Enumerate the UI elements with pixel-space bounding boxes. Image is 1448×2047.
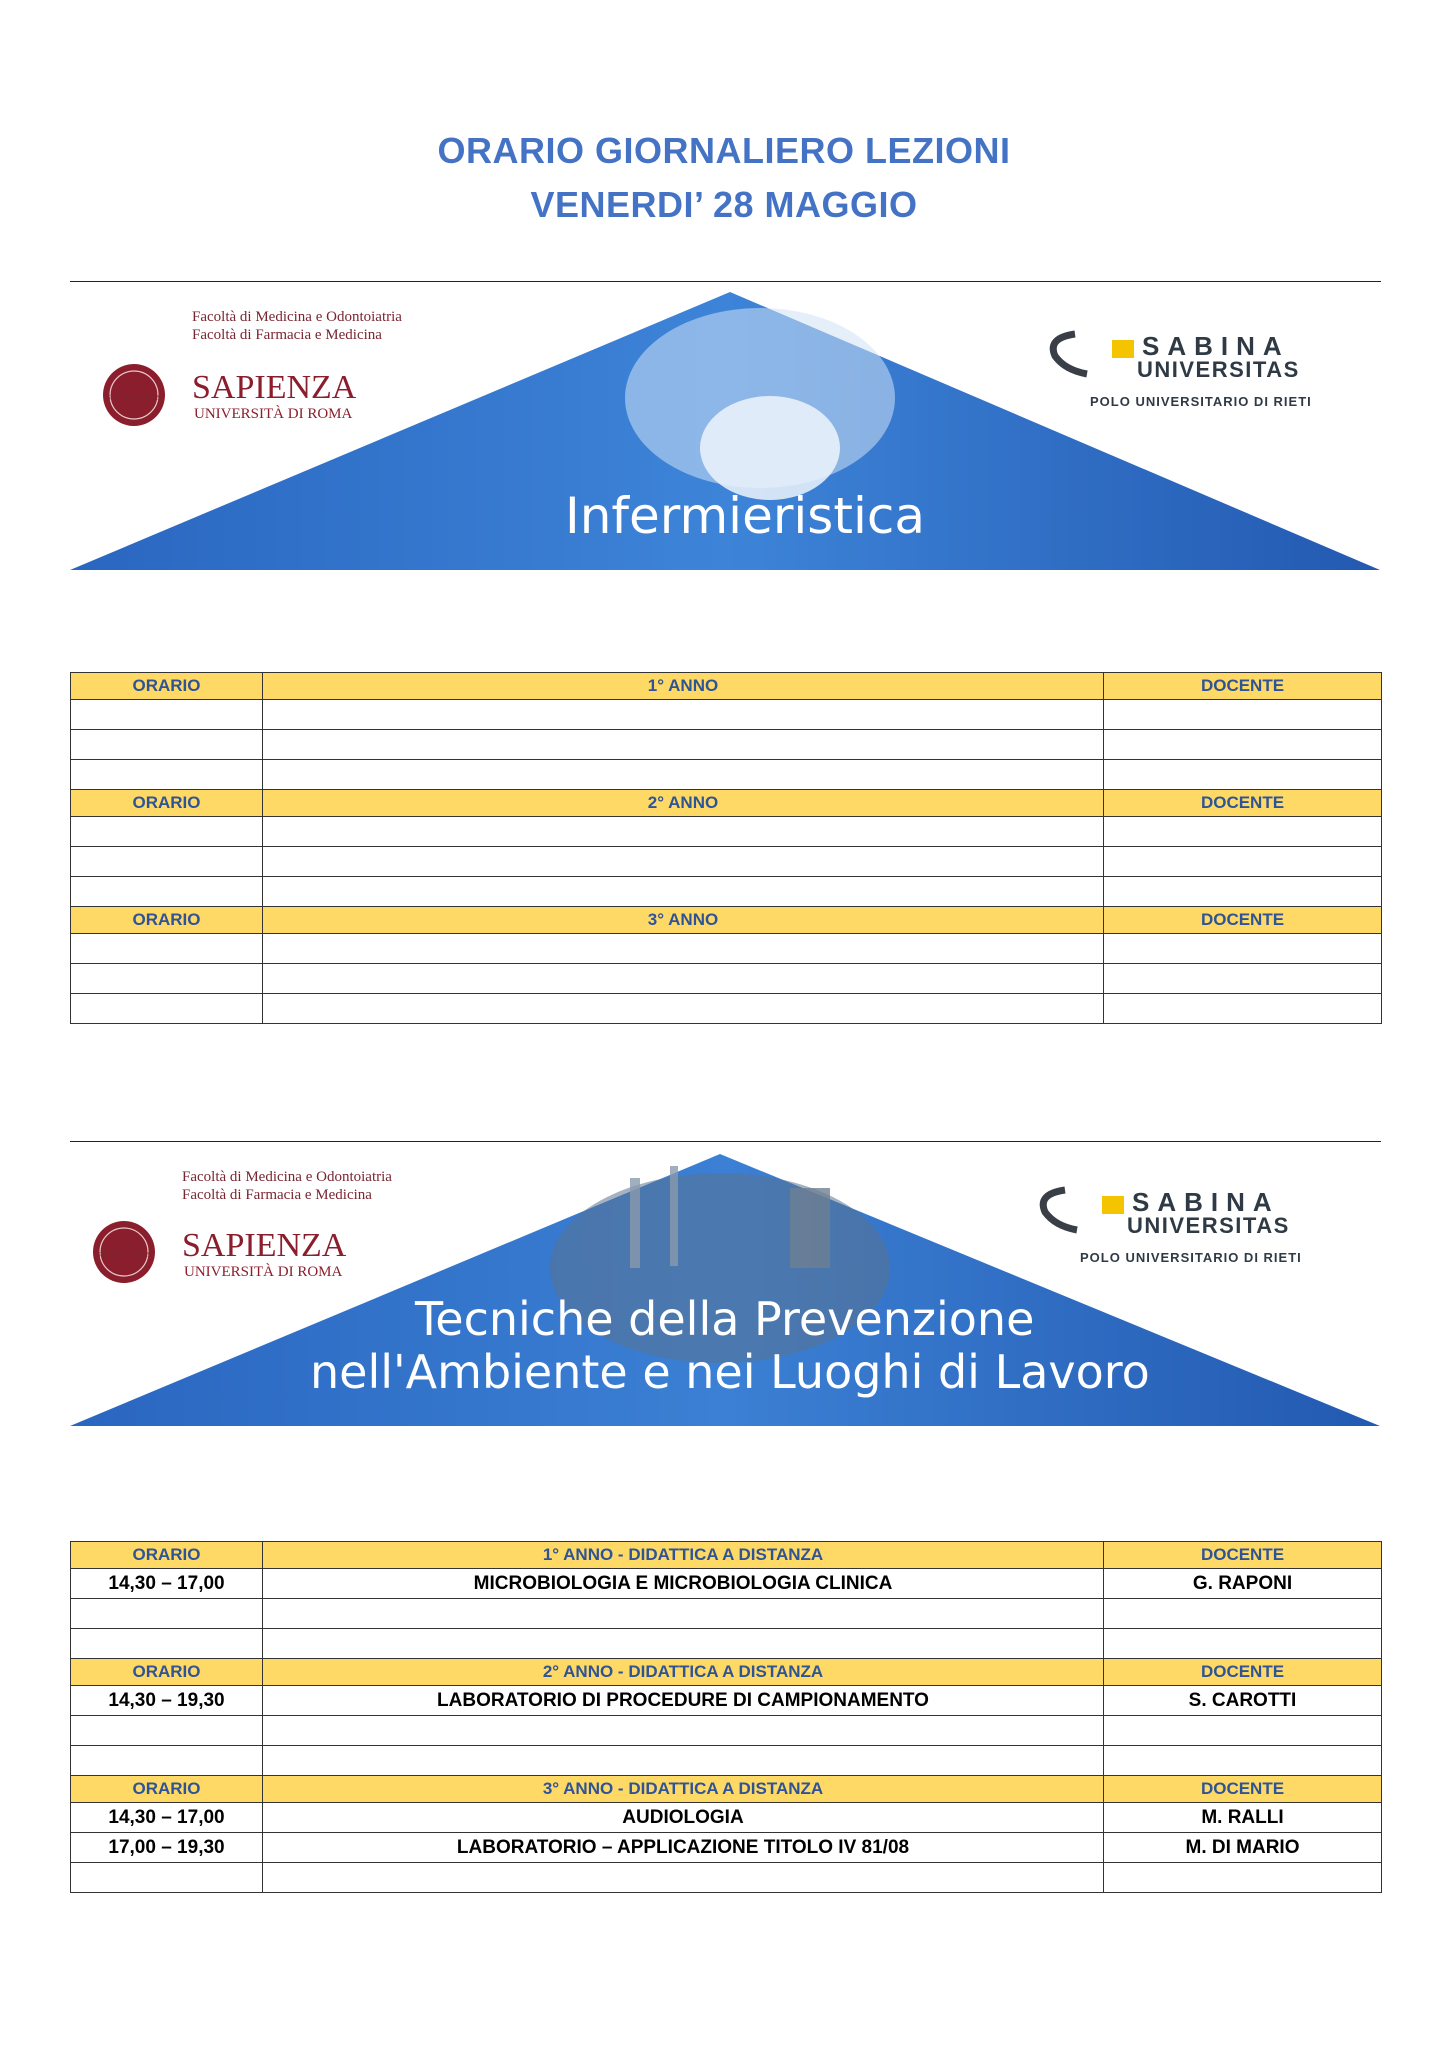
table-row [71,1599,1382,1629]
cell-orario [71,1599,263,1629]
header-orario: ORARIO [71,673,263,700]
sabina-line3-2: POLO UNIVERSITARIO DI RIETI [1080,1250,1302,1265]
cell-orario [71,877,263,907]
cell-materia: AUDIOLOGIA [263,1803,1104,1833]
table-row [71,1686,1382,1716]
header-docente: DOCENTE [1104,1542,1382,1569]
sapienza-sub: UNIVERSITÀ DI ROMA [194,406,353,422]
cell-materia [263,964,1104,994]
cell-orario [71,1863,263,1893]
divider-top [70,281,1381,282]
cell-docente [1104,1599,1382,1629]
nurse-mask-shape [700,396,840,500]
section-header-row [71,1776,1382,1803]
cell-materia [263,700,1104,730]
cell-docente [1104,934,1382,964]
sapienza-name: SAPIENZA [192,369,357,406]
cell-docente [1104,964,1382,994]
banner-course-line2: nell'Ambiente e nei Luoghi di Lavoro [310,1345,1150,1399]
cell-docente [1104,994,1382,1024]
seal-text-2: STVDIVM VRBIS [96,1251,152,1259]
sapienza-logo [103,309,402,426]
header-orario: ORARIO [71,1542,263,1569]
cell-orario [71,760,263,790]
table-row [71,1863,1382,1893]
cell-docente [1104,1863,1382,1893]
schedule-table-infermieristica [70,672,1382,1024]
schedule-table-tecniche-prevenzione [70,1541,1382,1893]
sabina-logo [1053,331,1312,409]
header-orario: ORARIO [71,1659,263,1686]
page-title: ORARIO GIORNALIERO LEZIONI [437,130,1011,171]
cell-docente [1104,1746,1382,1776]
table-row [71,964,1382,994]
cell-materia [263,1599,1104,1629]
faculty-line1-2: Facoltà di Medicina e Odontoiatria [182,1169,392,1185]
cell-orario [71,847,263,877]
section-header-row [71,790,1382,817]
table-row [71,700,1382,730]
cell-docente [1104,760,1382,790]
cell-materia: LABORATORIO DI PROCEDURE DI CAMPIONAMENTO [263,1686,1104,1716]
sabina-line1: SABINA [1142,331,1290,361]
header-materia: 2° ANNO - DIDATTICA A DISTANZA [263,1659,1104,1686]
cell-orario: 14,30 – 17,00 [71,1803,263,1833]
table-row [71,1716,1382,1746]
cell-docente: S. CAROTTI [1104,1686,1382,1716]
divider-middle [70,1141,1381,1142]
header-docente: DOCENTE [1104,1776,1382,1803]
header-materia: 3° ANNO [263,907,1104,934]
cell-orario [71,934,263,964]
cell-docente [1104,700,1382,730]
sabina-book-icon [1112,340,1134,358]
cell-materia [263,1863,1104,1893]
header-orario: ORARIO [71,790,263,817]
cell-orario [71,994,263,1024]
banner-graphic [70,288,1380,573]
cell-materia [263,817,1104,847]
page-subtitle-date: VENERDI’ 28 MAGGIO [530,184,918,225]
cell-orario: 14,30 – 19,30 [71,1686,263,1716]
cell-docente [1104,730,1382,760]
cell-orario [71,817,263,847]
cell-docente: M. DI MARIO [1104,1833,1382,1863]
cell-orario [71,730,263,760]
cell-docente [1104,847,1382,877]
cell-materia [263,847,1104,877]
table-row [71,994,1382,1024]
header-docente: DOCENTE [1104,907,1382,934]
banner-course-line1: Tecniche della Prevenzione [415,1292,1035,1346]
header-docente: DOCENTE [1104,790,1382,817]
sabina-line1-2: SABINA [1132,1187,1280,1217]
cell-materia [263,730,1104,760]
table-row [71,1629,1382,1659]
header-materia: 3° ANNO - DIDATTICA A DISTANZA [263,1776,1104,1803]
table-row [71,1833,1382,1863]
cell-docente [1104,1629,1382,1659]
table-row [71,847,1382,877]
sabina-line2-2: UNIVERSITAS [1127,1213,1290,1238]
cell-docente [1104,877,1382,907]
sapienza-logo-2 [93,1169,392,1283]
table-row [71,1803,1382,1833]
banner-course-name: Infermieristica [565,487,925,545]
cell-orario: 17,00 – 19,30 [71,1833,263,1863]
header-orario: ORARIO [71,1776,263,1803]
table-row [71,1569,1382,1599]
faculty-line1: Facoltà di Medicina e Odontoiatria [192,309,402,325]
banner-infermieristica [70,288,1380,573]
table-row [71,1746,1382,1776]
seal-text: STVDIVM VRBIS [106,394,162,402]
header-materia: 2° ANNO [263,790,1104,817]
sabina-swoosh-icon [1053,334,1087,374]
cell-materia: MICROBIOLOGIA E MICROBIOLOGIA CLINICA [263,1569,1104,1599]
cell-docente [1104,817,1382,847]
table-row [71,760,1382,790]
cell-orario [71,700,263,730]
table-row [71,730,1382,760]
cell-materia [263,1716,1104,1746]
section-header-row [71,1542,1382,1569]
table-row [71,934,1382,964]
cell-orario [71,964,263,994]
cell-orario [71,1746,263,1776]
cell-docente [1104,1716,1382,1746]
cell-orario [71,1629,263,1659]
cell-materia [263,934,1104,964]
sapienza-sub-2: UNIVERSITÀ DI ROMA [184,1264,343,1280]
header-orario: ORARIO [71,907,263,934]
header-docente: DOCENTE [1104,1659,1382,1686]
sabina-line3: POLO UNIVERSITARIO DI RIETI [1090,394,1312,409]
cell-orario: 14,30 – 17,00 [71,1569,263,1599]
section-header-row [71,907,1382,934]
sabina-swoosh-icon-2 [1043,1190,1077,1230]
faculty-line2: Facoltà di Farmacia e Medicina [192,327,382,343]
banner-graphic-2 [70,1148,1380,1430]
sabina-logo-2 [1043,1187,1302,1265]
cell-materia [263,760,1104,790]
header-materia: 1° ANNO [263,673,1104,700]
header-materia: 1° ANNO - DIDATTICA A DISTANZA [263,1542,1104,1569]
cell-materia [263,1629,1104,1659]
cell-docente: M. RALLI [1104,1803,1382,1833]
header-docente: DOCENTE [1104,673,1382,700]
cell-orario [71,1716,263,1746]
sabina-line2: UNIVERSITAS [1137,357,1300,382]
banner-tecniche-prevenzione [70,1148,1380,1430]
sabina-book-icon-2 [1102,1196,1124,1214]
table-row [71,817,1382,847]
section-header-row [71,1659,1382,1686]
cell-materia [263,994,1104,1024]
cell-materia: LABORATORIO – APPLICAZIONE TITOLO IV 81/08 [263,1833,1104,1863]
section-header-row [71,673,1382,700]
faculty-line2-2: Facoltà di Farmacia e Medicina [182,1187,372,1203]
cell-materia [263,877,1104,907]
cell-materia [263,1746,1104,1776]
cell-docente: G. RAPONI [1104,1569,1382,1599]
sapienza-name-2: SAPIENZA [182,1227,347,1264]
table-row [71,877,1382,907]
